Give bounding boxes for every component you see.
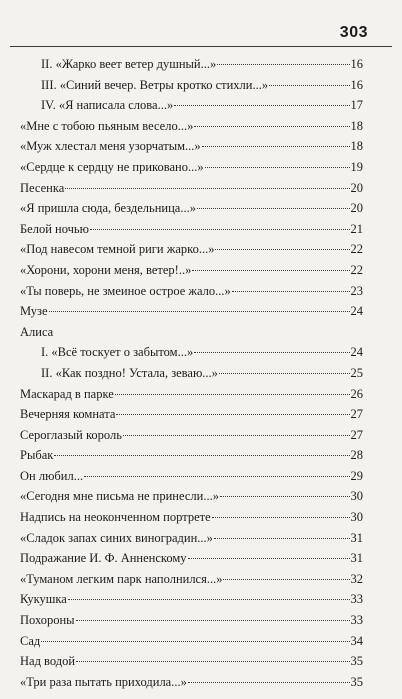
- toc-entry-page: 33: [350, 613, 363, 628]
- toc-entry-title: Подражание И. Ф. Анненскому: [20, 551, 187, 566]
- dot-leader: [219, 373, 350, 374]
- toc-entry: [20, 592, 363, 613]
- toc-entry-title: «Я пришла сюда, бездельница...»: [20, 201, 196, 216]
- dot-leader: [194, 126, 349, 127]
- toc-entry-page: 25: [350, 365, 363, 380]
- toc-entry-title: Песенка: [20, 180, 65, 195]
- toc-entry-title: Похороны: [20, 613, 75, 628]
- toc-entry-title: «Сегодня мне письма не принесли...»: [20, 489, 219, 504]
- table-of-contents: [20, 57, 363, 695]
- toc-entry-title: «Три раза пытать приходила...»: [20, 674, 187, 689]
- toc-entry-page: 35: [350, 674, 363, 689]
- toc-entry-page: 31: [350, 530, 363, 545]
- toc-entry-title: «Хорони, хорони меня, ветер!..»: [20, 262, 192, 277]
- toc-entry-title: Музе: [20, 304, 48, 319]
- toc-entry: [20, 675, 363, 696]
- toc-entry-page: 35: [350, 654, 363, 669]
- toc-entry: [20, 181, 363, 202]
- toc-entry-page: 16: [350, 57, 363, 71]
- dot-leader: [76, 661, 349, 662]
- toc-entry-title: Рыбак: [20, 448, 54, 463]
- toc-entry-page: 27: [350, 427, 363, 442]
- toc-entry-title: Надпись на неоконченном портрете: [20, 510, 211, 525]
- toc-entry-page: 24: [350, 345, 363, 360]
- dot-leader: [41, 641, 349, 642]
- toc-entry-page: 26: [350, 386, 363, 401]
- toc-entry: [20, 345, 363, 366]
- dot-leader: [76, 620, 350, 621]
- toc-entry-title: Маскарад в парке: [20, 386, 114, 401]
- toc-entry: [20, 572, 363, 593]
- toc-entry-title: Вечерняя комната: [20, 407, 116, 422]
- toc-entry: [20, 263, 363, 284]
- toc-entry: [20, 119, 363, 140]
- dot-leader: [84, 476, 349, 477]
- toc-entry: [20, 387, 363, 408]
- toc-entry-page: 22: [350, 242, 363, 257]
- dot-leader: [269, 85, 349, 86]
- dot-leader: [188, 682, 350, 683]
- dot-leader: [217, 64, 349, 65]
- toc-entry: [20, 366, 363, 387]
- dot-leader: [188, 558, 350, 559]
- toc-entry-title: «Муж хлестал меня узорчатым...»: [20, 139, 201, 154]
- toc-entry-page: 32: [350, 571, 363, 586]
- dot-leader: [90, 229, 350, 230]
- toc-entry: [20, 139, 363, 160]
- toc-entry: [20, 222, 363, 243]
- toc-entry-page: 24: [350, 304, 363, 319]
- dot-leader: [65, 188, 349, 189]
- toc-entry: [20, 510, 363, 531]
- toc-entry-title: Он любил...: [20, 468, 84, 483]
- toc-entry: [20, 57, 363, 78]
- toc-entry: [20, 531, 363, 552]
- toc-entry: [20, 304, 363, 325]
- toc-entry-title: Сад: [20, 633, 41, 648]
- toc-entry-page: 20: [350, 180, 363, 195]
- toc-entry-page: 21: [350, 221, 363, 236]
- toc-entry-page: 30: [350, 489, 363, 504]
- toc-entry-title: II. «Как поздно! Устала, зеваю...»: [41, 365, 218, 380]
- toc-entry-page: 19: [350, 159, 363, 174]
- toc-entry-title: IV. «Я написала слова...»: [41, 98, 174, 113]
- toc-entry: [20, 551, 363, 572]
- dot-leader: [223, 579, 349, 580]
- toc-entry-page: 29: [350, 468, 363, 483]
- dot-leader: [214, 538, 350, 539]
- page-number: 303: [339, 24, 368, 41]
- dot-leader: [197, 208, 350, 209]
- dot-leader: [194, 352, 349, 353]
- toc-entry-title: Алиса: [20, 324, 54, 339]
- dot-leader: [220, 496, 350, 497]
- toc-entry: [20, 634, 363, 655]
- toc-entry-title: Белой ночью: [20, 221, 89, 236]
- toc-entry: [20, 98, 363, 119]
- toc-entry-page: 18: [350, 139, 363, 154]
- toc-entry: [20, 160, 363, 181]
- toc-entry-page: 34: [350, 633, 363, 648]
- toc-entry: [20, 448, 363, 469]
- dot-leader: [116, 414, 349, 415]
- toc-entry-title: «Ты поверь, не змеиное острое жало...»: [20, 283, 231, 298]
- toc-entry-title: Над водой: [20, 654, 76, 669]
- dot-leader: [205, 167, 350, 168]
- toc-entry-page: 33: [350, 592, 363, 607]
- toc-entry: [20, 489, 363, 510]
- dot-leader: [68, 599, 350, 600]
- toc-entry-page: 27: [350, 407, 363, 422]
- header-rule: [10, 46, 392, 47]
- dot-leader: [49, 311, 350, 312]
- toc-entry-title: «Сладок запах синих виноградин...»: [20, 530, 213, 545]
- toc-entry: [20, 469, 363, 490]
- toc-entry-page: 17: [350, 98, 363, 113]
- dot-leader: [123, 435, 350, 436]
- toc-entry-title: II. «Жарко веет ветер душный...»: [41, 57, 217, 71]
- toc-entry-page: 22: [350, 262, 363, 277]
- dot-leader: [212, 517, 350, 518]
- toc-entry: [20, 242, 363, 263]
- dot-leader: [115, 394, 350, 395]
- toc-entry-page: 30: [350, 510, 363, 525]
- toc-entry: [20, 613, 363, 634]
- toc-entry-title: Кукушка: [20, 592, 67, 607]
- toc-entry-title: «Мне с тобою пьяным весело...»: [20, 118, 194, 133]
- toc-entry: [20, 284, 363, 305]
- toc-entry-title: «Сердце к сердцу не приковано...»: [20, 159, 204, 174]
- dot-leader: [174, 105, 349, 106]
- toc-entry-page: 23: [350, 283, 363, 298]
- toc-entry-title: Сероглазый король: [20, 427, 122, 442]
- dot-leader: [202, 146, 350, 147]
- dot-leader: [54, 455, 349, 456]
- toc-entry-page: 16: [350, 77, 363, 92]
- toc-entry: [20, 78, 363, 99]
- toc-entry-title: «Туманом легким парк наполнился...»: [20, 571, 223, 586]
- dot-leader: [192, 270, 349, 271]
- toc-entry: [20, 325, 363, 346]
- toc-entry: [20, 428, 363, 449]
- toc-entry: [20, 201, 363, 222]
- toc-entry-title: «Под навесом темной риги жарко...»: [20, 242, 215, 257]
- toc-entry-title: I. «Всё тоскует о забытом...»: [41, 345, 194, 360]
- toc-entry: [20, 407, 363, 428]
- dot-leader: [215, 249, 349, 250]
- dot-leader: [232, 291, 350, 292]
- toc-entry-page: 18: [350, 118, 363, 133]
- toc-entry: [20, 654, 363, 675]
- toc-entry-page: 20: [350, 201, 363, 216]
- toc-entry-page: 31: [350, 551, 363, 566]
- toc-entry-page: 28: [350, 448, 363, 463]
- toc-entry-title: III. «Синий вечер. Ветры кротко стихли...»: [41, 77, 269, 92]
